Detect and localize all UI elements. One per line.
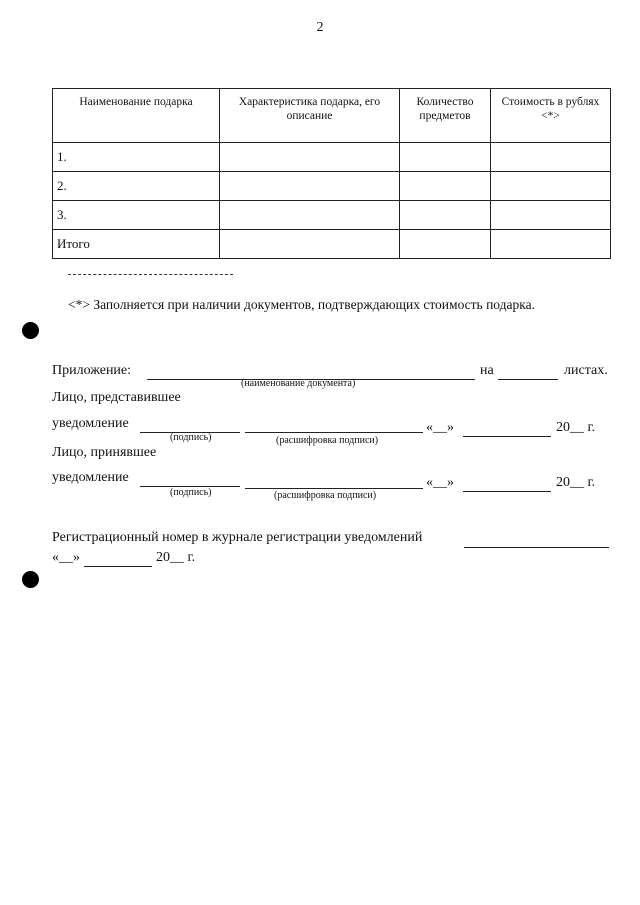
submitter-date-month-field[interactable] xyxy=(463,419,551,437)
table-cell xyxy=(220,143,400,172)
table-header-row xyxy=(53,89,611,143)
attachment-caption: (наименование документа) xyxy=(241,378,356,389)
punch-hole-icon xyxy=(22,571,39,588)
table-cell: 3. xyxy=(53,201,220,230)
receiver-decoding-caption: (расшифровка подписи) xyxy=(274,490,377,501)
submitter-label-line1: Лицо, представившее xyxy=(52,390,181,405)
registration-number-field[interactable] xyxy=(464,530,609,548)
table-row xyxy=(53,143,611,172)
receiver-label-line2: уведомление xyxy=(52,470,129,485)
receiver-signature-field[interactable] xyxy=(140,469,240,487)
submitter-decoding-field[interactable] xyxy=(245,415,423,433)
registration-date-month-field[interactable] xyxy=(84,549,152,567)
table-row xyxy=(53,201,611,230)
receiver-date-year: 20__ г. xyxy=(556,475,596,490)
header-quantity: Количество предметов xyxy=(400,89,491,143)
table-row xyxy=(53,172,611,201)
page-number: 2 xyxy=(316,20,324,35)
table-cell xyxy=(220,230,400,259)
submitter-date-day: «__» xyxy=(426,420,454,435)
registration-date-year: 20__ г. xyxy=(156,550,196,565)
attachment-on-label: на xyxy=(480,363,494,378)
table-cell xyxy=(400,230,491,259)
submitter-date-year: 20__ г. xyxy=(556,420,596,435)
receiver-label-line1: Лицо, принявшее xyxy=(52,445,157,460)
table-cell: Итого xyxy=(53,230,220,259)
table-cell xyxy=(491,143,611,172)
table-cell: 2. xyxy=(53,172,220,201)
receiver-date-month-field[interactable] xyxy=(463,474,551,492)
gift-table xyxy=(52,88,611,259)
registration-date-day: «__» xyxy=(52,550,80,565)
footnote-text: <*> Заполняется при наличии документов, подтверждающих стоимость подарка. xyxy=(68,297,535,312)
attachment-sheets-label: листах. xyxy=(564,363,608,378)
table-cell xyxy=(220,201,400,230)
submitter-decoding-caption: (расшифровка подписи) xyxy=(276,435,379,446)
submitter-label-line2: уведомление xyxy=(52,416,129,431)
header-gift-name: Наименование подарка xyxy=(53,89,220,143)
table-cell xyxy=(400,143,491,172)
attachment-label: Приложение: xyxy=(52,363,132,378)
table-row-total xyxy=(53,230,611,259)
table-cell: 1. xyxy=(53,143,220,172)
submitter-signature-caption: (подпись) xyxy=(170,432,212,443)
table-cell xyxy=(491,172,611,201)
table-cell xyxy=(491,201,611,230)
header-gift-description: Характеристика подарка, его описание xyxy=(220,89,400,143)
receiver-date-day: «__» xyxy=(426,475,454,490)
table-cell xyxy=(400,201,491,230)
table-cell xyxy=(400,172,491,201)
table-cell xyxy=(220,172,400,201)
receiver-signature-caption: (подпись) xyxy=(170,487,212,498)
registration-label: Регистрационный номер в журнале регистрации уведомлений xyxy=(52,530,423,545)
receiver-decoding-field[interactable] xyxy=(245,471,423,489)
header-cost: Стоимость в рублях <*> xyxy=(491,89,611,143)
punch-hole-icon xyxy=(22,322,39,339)
table-cell xyxy=(491,230,611,259)
submitter-signature-field[interactable] xyxy=(140,415,240,433)
footnote-separator xyxy=(68,274,233,275)
attachment-sheets-field[interactable] xyxy=(498,362,558,380)
